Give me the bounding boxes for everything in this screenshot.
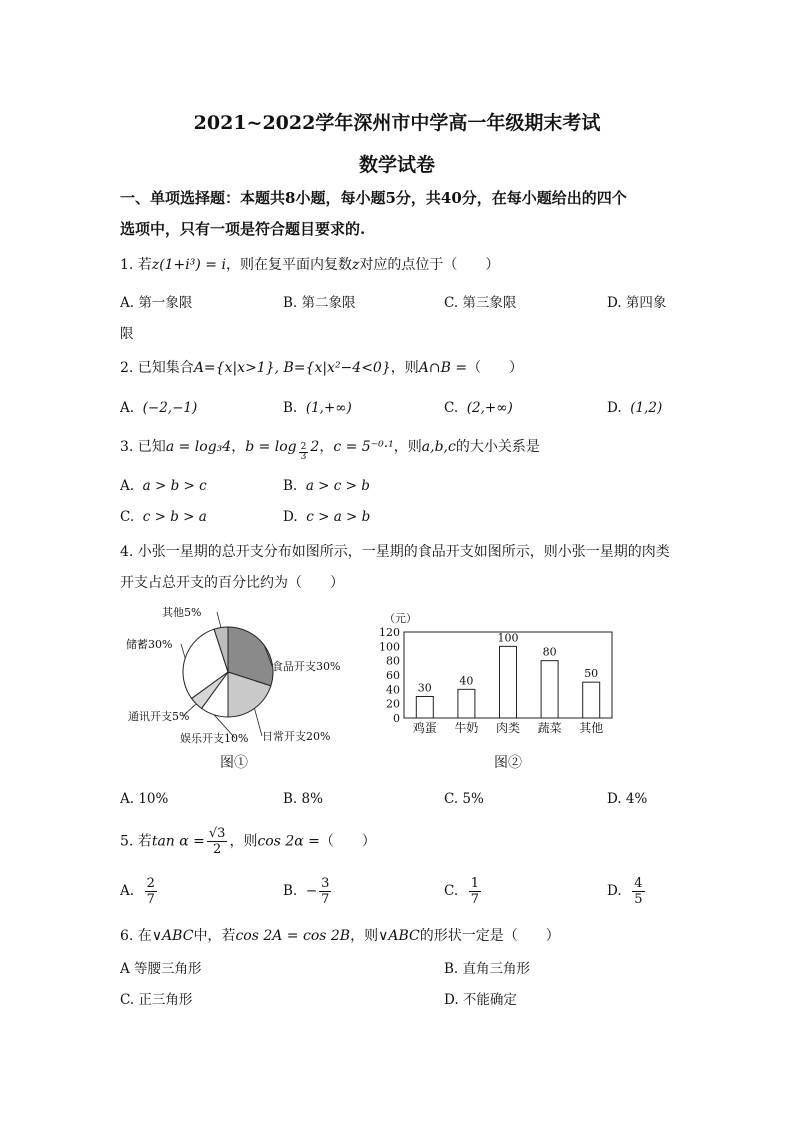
- bar-y-tick-label: 120: [379, 626, 400, 639]
- exam-subtitle: 数学试卷: [358, 154, 435, 176]
- bar-y-tick-label: 20: [386, 697, 400, 711]
- bar-y-axis-label: （元）: [384, 612, 417, 625]
- section-heading-line2: 选项中，只有一项是符合题目要求的.: [120, 220, 366, 238]
- q2-option-d: D. (1,2): [607, 400, 663, 416]
- q6-option-c: C. 正三角形: [120, 992, 193, 1008]
- q4-option-b: B. 8%: [283, 791, 323, 807]
- bar-caption: 图②: [494, 755, 522, 771]
- bar-category-label: 蔬菜: [537, 721, 562, 735]
- bar-y-tick-label: 0: [393, 712, 400, 725]
- q6-option-a: A 等腰三角形: [120, 961, 202, 977]
- bar-y-tick-label: 100: [379, 640, 400, 654]
- bar: [500, 646, 517, 718]
- q3-option-c: C. c > b > a: [120, 509, 207, 525]
- q5-option-c: C. $\frac{1}{7}$: [444, 876, 480, 907]
- question-5: 5. 若tan α = $\frac{√3}{2}$ ，则cos 2α =（ ）: [120, 826, 376, 857]
- q1-equation: z(1+i³) = i: [151, 257, 226, 273]
- bar-value-label: 30: [417, 681, 432, 695]
- bar: [541, 661, 558, 718]
- question-3: 3. 已知a = log₃4，b = log $\frac{2}{3}$ 2，c = 5⁻⁰·¹，则a,b,c的大小关系是: [120, 439, 540, 462]
- q3-option-b: B. a > c > b: [283, 478, 370, 494]
- q2-sets: A={x|x>1}, B={x|x²−4<0}: [193, 360, 391, 376]
- pie-slice-label: 食品开支30%: [272, 660, 341, 673]
- q6-option-d: D. 不能确定: [444, 992, 517, 1008]
- q1-option-d: D. 第四象: [607, 295, 667, 311]
- q3-option-a: A. a > b > c: [120, 478, 207, 494]
- pie-leader-line: [254, 708, 262, 736]
- bar-y-tick-label: 40: [386, 683, 400, 697]
- pie-slice-label: 娱乐开支10%: [180, 732, 249, 745]
- q5-tan-fraction: $\frac{√3}{2}$: [208, 826, 226, 857]
- q1-option-a: A. 第一象限: [120, 295, 193, 311]
- bar: [583, 682, 600, 718]
- question-6: 6. 在∨ABC中，若cos 2A = cos 2B，则∨ABC的形状一定是（ ）: [120, 928, 560, 944]
- pie-slice-label: 储蓄30%: [126, 638, 173, 651]
- pie-slice-label: 日常开支20%: [262, 730, 331, 743]
- bar-category-label: 牛奶: [454, 721, 479, 735]
- q4-option-a: A. 10%: [120, 791, 169, 807]
- q1-option-d-wrap: 限: [120, 326, 134, 342]
- question-4-line1: 4. 小张一星期的总开支分布如图所示，一星期的食品开支如图所示，则小张一星期的肉类: [120, 544, 670, 560]
- bar-value-label: 40: [459, 674, 474, 688]
- bar-category-label: 肉类: [495, 721, 521, 735]
- question-2: 2. 已知集合A={x|x>1}, B={x|x²−4<0}，则A∩B =（ ）: [120, 360, 524, 376]
- q5-option-b: B. − $\frac{3}{7}$: [283, 876, 330, 907]
- q5-option-a: A. $\frac{2}{7}$: [120, 876, 155, 907]
- q2-option-a: A. (−2,−1): [120, 400, 198, 416]
- bar: [458, 689, 475, 718]
- pie-slice-label: 其他5%: [162, 606, 202, 619]
- q4-option-d: D. 4%: [607, 791, 648, 807]
- q2-option-c: C. (2,+∞): [444, 400, 513, 416]
- bar-y-tick-label: 80: [386, 654, 400, 668]
- bar-value-label: 50: [584, 667, 599, 681]
- q5-option-d: D. $\frac{4}{5}$: [607, 876, 643, 907]
- q4-option-c: C. 5%: [444, 791, 484, 807]
- pie-caption: 图①: [220, 755, 248, 771]
- exam-title: 2021~2022学年深州市中学高一年级期末考试: [193, 112, 601, 134]
- pie-leader-line: [217, 612, 221, 628]
- q1-option-c: C. 第三象限: [444, 295, 517, 311]
- q3-option-d: D. c > a > b: [283, 509, 371, 525]
- bar-value-label: 80: [542, 645, 557, 659]
- pie-leader-line: [181, 644, 185, 658]
- pie-chart: [110, 600, 370, 775]
- bar-chart: [372, 600, 632, 775]
- question-4-line2: 开支占总开支的百分比约为（ ）: [120, 575, 344, 591]
- pie-slice-label: 通讯开支5%: [128, 710, 190, 723]
- bar: [416, 697, 433, 719]
- question-1: 1. 若z(1+i³) = i，则在复平面内复数z对应的点位于（ ）: [120, 257, 500, 273]
- bar-y-tick-label: 60: [386, 669, 400, 682]
- q6-option-b: B. 直角三角形: [444, 961, 531, 977]
- section-heading-line1: 一、单项选择题：本题共8小题，每小题5分，共40分，在每小题给出的四个: [120, 189, 627, 207]
- bar-category-label: 鸡蛋: [412, 721, 437, 735]
- q2-option-b: B. (1,+∞): [283, 400, 352, 416]
- bar-category-label: 其他: [579, 721, 604, 735]
- q1-option-b: B. 第二象限: [283, 295, 356, 311]
- bar-value-label: 100: [497, 631, 519, 645]
